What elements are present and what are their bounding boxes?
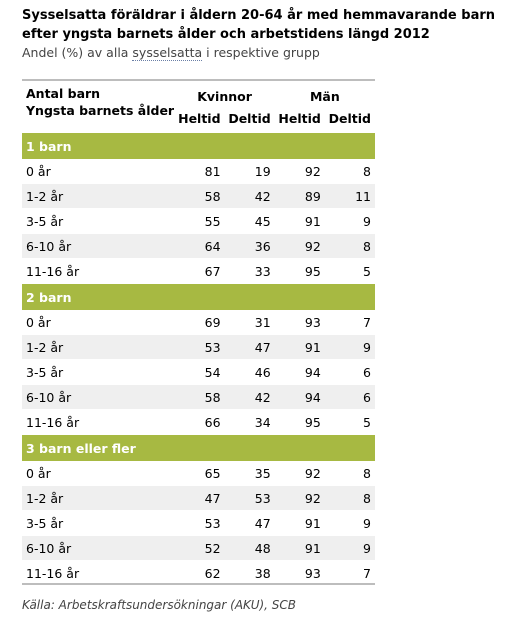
table-row <box>22 360 375 385</box>
header-men-parttime: Deltid <box>328 110 371 126</box>
section-row <box>22 133 375 160</box>
table-row <box>22 410 375 435</box>
header-men-fulltime: Heltid <box>278 110 321 126</box>
cell-women-parttime: 31 <box>225 310 275 335</box>
cell-age: 1-2 år <box>22 335 174 360</box>
table-row <box>22 561 375 586</box>
cell-women-parttime: 46 <box>225 360 275 385</box>
cell-men-fulltime: 94 <box>275 385 325 410</box>
cell-men-parttime: 9 <box>325 209 375 234</box>
header-label-line1: Antal barn <box>26 86 101 101</box>
table-row <box>22 234 375 259</box>
table-row <box>22 486 375 511</box>
cell-age: 6-10 år <box>22 234 174 259</box>
sysselsatta-term-link[interactable]: sysselsatta <box>132 45 203 60</box>
cell-age: 1-2 år <box>22 184 174 209</box>
table-row <box>22 159 375 184</box>
header-women-parttime: Deltid <box>228 110 271 126</box>
section-label: 2 barn <box>22 284 375 311</box>
table-row <box>22 385 375 410</box>
cell-women-fulltime: 53 <box>174 335 224 360</box>
cell-age: 0 år <box>22 310 174 335</box>
table-row <box>22 511 375 536</box>
cell-age: 6-10 år <box>22 536 174 561</box>
cell-age: 3-5 år <box>22 511 174 536</box>
cell-women-parttime: 47 <box>225 335 275 360</box>
cell-women-parttime: 38 <box>225 561 275 586</box>
cell-age: 6-10 år <box>22 385 174 410</box>
header-women-fulltime: Heltid <box>178 110 221 126</box>
employment-table <box>22 82 375 586</box>
table-row <box>22 335 375 360</box>
section-row <box>22 284 375 311</box>
subtitle-prefix: Andel (%) av alla <box>22 45 133 60</box>
subtitle-suffix: i respektive grupp <box>202 45 320 60</box>
cell-women-parttime: 42 <box>225 184 275 209</box>
cell-age: 3-5 år <box>22 209 174 234</box>
header-group-men: Män <box>309 89 340 104</box>
cell-women-parttime: 45 <box>225 209 275 234</box>
header-row-groups <box>22 82 375 104</box>
cell-men-parttime: 9 <box>325 536 375 561</box>
cell-women-parttime: 33 <box>225 259 275 284</box>
cell-women-parttime: 48 <box>225 536 275 561</box>
table-body <box>22 133 375 586</box>
cell-women-fulltime: 58 <box>174 184 224 209</box>
cell-women-fulltime: 52 <box>174 536 224 561</box>
section-label: 1 barn <box>22 133 375 160</box>
section-label: 3 barn eller fler <box>22 435 375 462</box>
cell-men-fulltime: 92 <box>275 461 325 486</box>
cell-age: 11-16 år <box>22 410 174 435</box>
cell-men-fulltime: 91 <box>275 335 325 360</box>
cell-men-parttime: 8 <box>325 234 375 259</box>
cell-women-parttime: 36 <box>225 234 275 259</box>
cell-women-fulltime: 54 <box>174 360 224 385</box>
cell-women-fulltime: 66 <box>174 410 224 435</box>
cell-men-parttime: 6 <box>325 385 375 410</box>
table-row <box>22 461 375 486</box>
cell-women-fulltime: 67 <box>174 259 224 284</box>
header-group-women: Kvinnor <box>197 89 252 104</box>
cell-women-fulltime: 47 <box>174 486 224 511</box>
cell-men-fulltime: 95 <box>275 410 325 435</box>
header-row-label <box>22 82 174 133</box>
cell-men-fulltime: 91 <box>275 209 325 234</box>
cell-women-fulltime: 58 <box>174 385 224 410</box>
table-title: Sysselsatta föräldrar i åldern 20-64 år med hemmavarande barn efter yngsta barnets ålder och arbetstidens längd 2012 <box>22 8 496 42</box>
cell-age: 0 år <box>22 159 174 184</box>
cell-age: 1-2 år <box>22 486 174 511</box>
cell-men-parttime: 8 <box>325 159 375 184</box>
cell-age: 3-5 år <box>22 360 174 385</box>
table-header <box>22 82 375 133</box>
cell-women-parttime: 34 <box>225 410 275 435</box>
cell-women-fulltime: 62 <box>174 561 224 586</box>
cell-men-parttime: 6 <box>325 360 375 385</box>
cell-men-parttime: 5 <box>325 259 375 284</box>
cell-men-fulltime: 93 <box>275 310 325 335</box>
cell-men-parttime: 11 <box>325 184 375 209</box>
table-row <box>22 209 375 234</box>
cell-women-fulltime: 65 <box>174 461 224 486</box>
cell-women-parttime: 42 <box>225 385 275 410</box>
table-subtitle <box>22 44 320 62</box>
cell-men-parttime: 8 <box>325 486 375 511</box>
cell-men-fulltime: 92 <box>275 234 325 259</box>
cell-women-parttime: 53 <box>225 486 275 511</box>
cell-men-fulltime: 94 <box>275 360 325 385</box>
cell-age: 11-16 år <box>22 561 174 586</box>
cell-men-parttime: 9 <box>325 511 375 536</box>
table-row <box>22 310 375 335</box>
cell-women-parttime: 19 <box>225 159 275 184</box>
cell-women-parttime: 35 <box>225 461 275 486</box>
source-note: Källa: Arbetskraftsundersökningar (AKU), SCB <box>22 598 297 612</box>
table-row <box>22 259 375 284</box>
cell-men-fulltime: 95 <box>275 259 325 284</box>
cell-age: 0 år <box>22 461 174 486</box>
cell-men-fulltime: 92 <box>275 159 325 184</box>
cell-men-parttime: 7 <box>325 561 375 586</box>
cell-men-fulltime: 91 <box>275 511 325 536</box>
header-label-line2: Yngsta barnets ålder <box>26 103 175 118</box>
cell-women-fulltime: 69 <box>174 310 224 335</box>
cell-men-fulltime: 91 <box>275 536 325 561</box>
table-row <box>22 536 375 561</box>
cell-women-fulltime: 55 <box>174 209 224 234</box>
cell-age: 11-16 år <box>22 259 174 284</box>
cell-men-parttime: 5 <box>325 410 375 435</box>
cell-men-parttime: 9 <box>325 335 375 360</box>
cell-women-fulltime: 53 <box>174 511 224 536</box>
table-row <box>22 184 375 209</box>
cell-men-fulltime: 89 <box>275 184 325 209</box>
table-bottom-rule <box>22 583 375 585</box>
cell-women-fulltime: 64 <box>174 234 224 259</box>
cell-men-parttime: 7 <box>325 310 375 335</box>
cell-men-fulltime: 93 <box>275 561 325 586</box>
cell-women-fulltime: 81 <box>174 159 224 184</box>
cell-women-parttime: 47 <box>225 511 275 536</box>
table-top-rule <box>22 79 375 81</box>
cell-men-fulltime: 92 <box>275 486 325 511</box>
cell-men-parttime: 8 <box>325 461 375 486</box>
section-row <box>22 435 375 462</box>
